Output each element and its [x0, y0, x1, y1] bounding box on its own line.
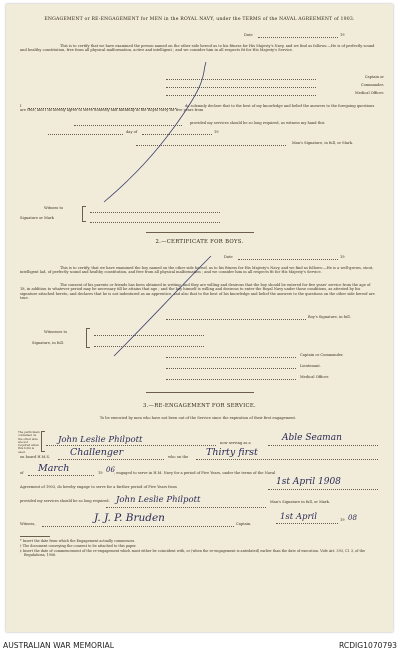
captain-or-commander-label: Captain or Commander.: [300, 353, 344, 357]
re-engagement-signature-line: [106, 507, 266, 508]
provided-text: provided my services should be so long required, as witness my hand this: [190, 121, 325, 125]
handwritten-month: March: [38, 463, 70, 474]
boys-signature-label: Boy's Signature, in full.: [308, 315, 351, 319]
declare-i: I: [20, 104, 22, 108]
signature-or-mark-label: Signature or Mark: [20, 216, 54, 220]
of-label: of: [20, 471, 24, 475]
handwritten-name: John Leslie Philpott: [58, 435, 143, 445]
day-line: [196, 459, 378, 460]
parental-consent-text: The consent of his parents or friends has been obtained in writing, and they are willing and desirous that the boy should be entered for five years' service from the age of 18, in addition to whatever period may be necessary till he attains that age ; and the boy himself is willing and desirous to enter the Royal Navy under those conditions, as attested by his signature attached hereto, and declares that he is not indentured as an apprentice, and also that to the best of his knowledge and belief the answers to the questions on the other side hereof are true.: [20, 283, 375, 300]
year-label: 19: [214, 130, 219, 134]
handwritten-rating: Able Seaman: [282, 433, 342, 443]
day-of-label: day of: [126, 130, 138, 134]
handwritten-day: Thirty first: [206, 447, 258, 458]
handwritten-year: 06: [106, 466, 115, 474]
engaged-text: , engaged to serve in H.M. Navy for a period of Five Years, under the terms of the Naval: [114, 471, 276, 475]
re-engagement-signature-label: Man's Signature in full, or Mark.: [270, 500, 330, 504]
document-page: [6, 4, 393, 632]
mans-signature-label: Man's Signature, in full, or Mark.: [292, 141, 354, 145]
handwritten-signature-date: 1st April: [280, 512, 317, 522]
handwritten-witness: J. J. P. Bruden: [94, 512, 165, 524]
boys-medical-officer-label: Medical Officer.: [300, 375, 329, 379]
handwritten-signature: John Leslie Philpott: [116, 495, 201, 505]
signature-date-line: [276, 523, 338, 524]
provided-services-text: provided my services should be so long required.: [20, 499, 110, 503]
archive-footer: [0, 636, 401, 654]
side-note-brace: [41, 431, 45, 452]
lieutenant-label: Lieutenant.: [300, 364, 321, 368]
captain-label: Captain.: [236, 522, 252, 526]
boys-signature-in-full-label: Signature, in full.: [32, 341, 64, 345]
captain-or-label: Captain or: [364, 75, 384, 79]
re-engagement-side-note: The particulars contained on the other side are not required when this form is used.: [18, 430, 40, 454]
footnote-3: ‡ Insert the date of commencement of the re-engagement which must either be coincident with, or (when the re-engagement is antedated) earlier than the date of execution. Vide Art. 393, Cl. 3, of the Regulations, 1906.: [20, 549, 366, 557]
handwritten-signature-year: 08: [348, 514, 357, 522]
signature-year-prefix: 19: [340, 518, 345, 522]
date-year: 19: [340, 33, 345, 37]
cancel-stroke-part1: [104, 62, 206, 202]
rating-line: [268, 445, 378, 446]
witness-label: Witness,: [20, 522, 36, 526]
who-on-the-label: who on the: [168, 455, 189, 459]
month-line-3: [28, 475, 94, 476]
re-engagement-intro: To be executed by men who have not been out of the Service since the expiration of their first engagement.: [99, 416, 297, 420]
document-title: ENGAGEMENT or RE-ENGAGEMENT for MEN in the ROYAL NAVY, under the TERMS of the NAVAL AGREEMENT of 1903.: [44, 17, 355, 22]
witness-to-label: Witness to: [44, 206, 64, 210]
ship-line: [58, 459, 164, 460]
footnote-1: * Insert the date from which the Engagement actually commences.: [20, 539, 136, 543]
commander-label: Commander.: [360, 83, 384, 87]
boys-certificate-text: This is to certify, that we have examined the boy named on the other side hereof, as to his fitness for His Majesty's Navy, and we find as follows:—He is a well-grown, stout, intelligent lad, of perfectly sound and healthy constitution, and free from all physical malformation ; and we consider him in all respects fit for His Majesty's Service.: [20, 266, 374, 275]
boys-date-year: 19: [340, 255, 345, 259]
boys-certificate-heading: 2.—CERTIFICATE FOR BOYS.: [155, 239, 244, 245]
handwritten-ship: Challenger: [70, 447, 124, 458]
declaration-text: do solemnly declare that to the best of my knowledge and belief the answers to the foregoing questions are true, and I do hereby agree to serve honestly and faithfully in the Royal Navy for five years from: [20, 104, 375, 113]
record-id: RCDIG1070793: [339, 641, 397, 650]
boys-date-label: Date: [224, 255, 233, 259]
year-prefix-label: 19: [98, 471, 103, 475]
medical-certificate-text: This is to certify that we have examined the person named on the other side hereof as to his fitness for His Majesty's Navy, and we find as follows:—He is of perfectly sound and healthy constitution, free from all physical malformation, active and intelligent ; and we consider him in all respects fit for His Majesty's Service.: [20, 44, 375, 53]
agreement-text: Agreement of 1903, do hereby engage to serve for a further period of Five Years from: [20, 485, 177, 489]
on-board-label: on board H.M.S.: [20, 455, 50, 459]
footnote-2: † The document conveying the consent to be attached to this paper.: [20, 544, 137, 548]
from-date-line: [268, 489, 378, 490]
witness-line: [42, 526, 234, 527]
footnote-rule: [20, 536, 50, 537]
archive-name: AUSTRALIAN WAR MEMORIAL: [3, 641, 114, 650]
re-engagement-heading: 3.—RE-ENGAGEMENT FOR SERVICE.: [142, 403, 257, 409]
handwritten-from-date: 1st April 1908: [276, 477, 341, 487]
now-serving-label: now serving as a: [220, 441, 251, 445]
medical-officer-label: Medical Officer.: [355, 91, 384, 95]
cancellation-strokes: [6, 4, 393, 632]
cancel-stroke-part2: [114, 256, 211, 356]
re-engagement-name-line: [46, 445, 216, 446]
boys-witnesses-label: Witnesses to: [44, 330, 68, 334]
date-label: Date: [244, 33, 253, 37]
